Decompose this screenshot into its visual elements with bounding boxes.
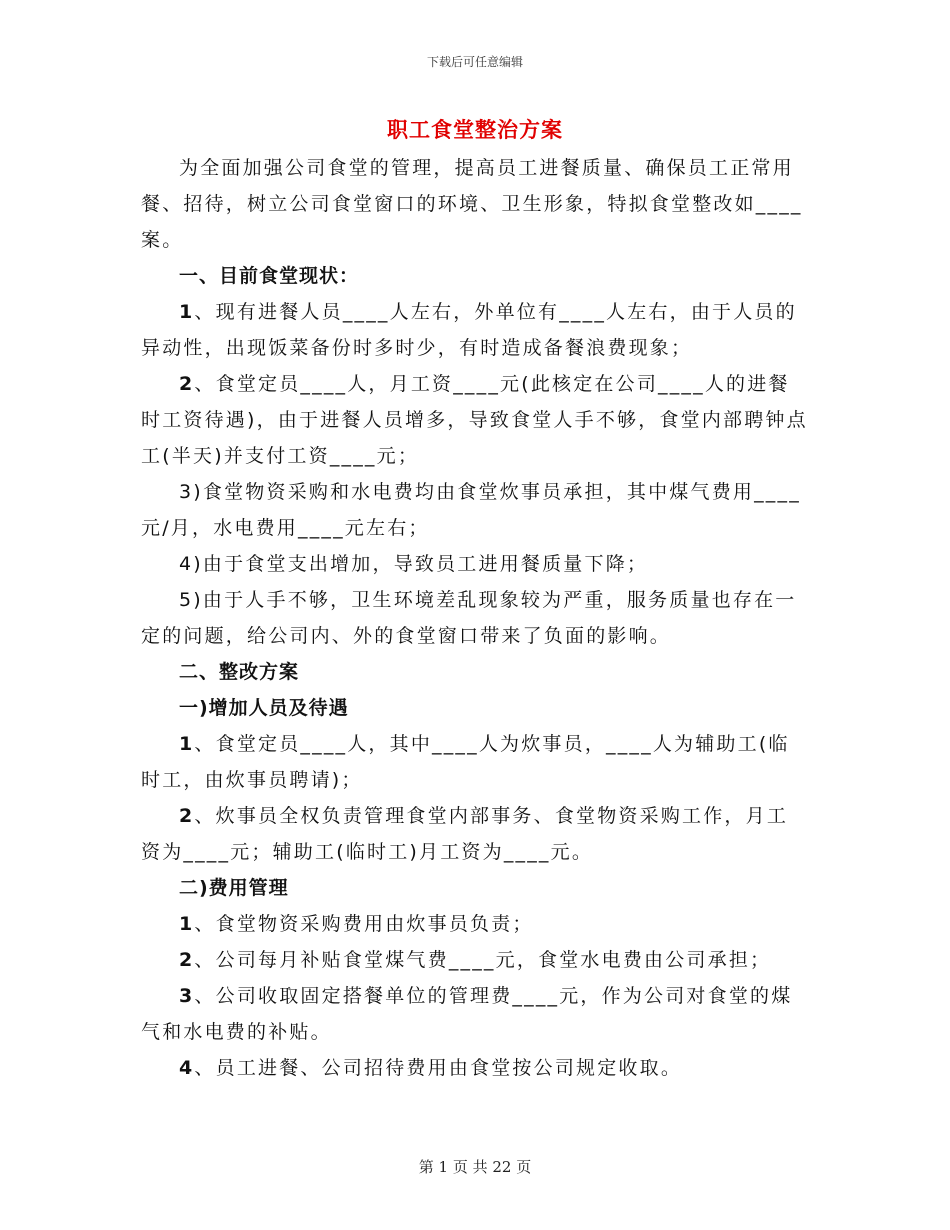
paragraph-text: 、食堂物资采购费用由炊事员负责； xyxy=(194,913,534,935)
paragraph-cost-1 xyxy=(141,906,809,942)
paragraph-cost-4 xyxy=(141,1050,809,1086)
paragraph-text: 、员工进餐、公司招待费用由食堂按公司规定收取。 xyxy=(194,1057,683,1079)
item-number: 2 xyxy=(179,373,195,395)
item-number: 2 xyxy=(179,949,195,971)
item-number: 2 xyxy=(179,805,195,827)
paragraph-status-5: 5)由于人手不够，卫生环境差乱现象较为严重，服务质量也存在一定的问题，给公司内、外的食堂窗口带来了负面的影响。 xyxy=(141,589,797,647)
paragraph-text: 、公司收取固定搭餐单位的管理费____元，作为公司对食堂的煤气和水电费的补贴。 xyxy=(141,985,793,1043)
paragraph-text: 、食堂定员____人，其中____人为炊事员，____人为辅助工(临时工，由炊事员聘请)； xyxy=(141,733,790,791)
item-number: 1 xyxy=(179,301,195,323)
section-heading-current-status: 一、目前食堂现状： xyxy=(179,265,360,287)
paragraph-status-2 xyxy=(141,366,809,474)
paragraph-status-4: 4)由于食堂支出增加，导致员工进用餐质量下降； xyxy=(179,553,649,575)
paragraph-text: 、炊事员全权负责管理食堂内部事务、食堂物资采购工作，月工资为____元；辅助工(临时工)月工资为____元。 xyxy=(141,805,789,863)
item-number: 4 xyxy=(179,1057,195,1079)
section-heading-rectification-plan: 二、整改方案 xyxy=(179,661,300,683)
subsection-heading-staff: 一)增加人员及待遇 xyxy=(179,697,349,719)
paragraph-text: 、食堂定员____人，月工资____元(此核定在公司____人的进餐时工资待遇)，由于进餐人员增多，导致食堂人手不够，食堂内部聘钟点工(半天)并支付工资____元； xyxy=(141,373,808,467)
item-number: 1 xyxy=(179,733,195,755)
paragraph-text: 、公司每月补贴食堂煤气费____元，食堂水电费由公司承担； xyxy=(194,949,772,971)
paragraph-staff-1 xyxy=(141,726,809,798)
paragraph-staff-2 xyxy=(141,798,809,870)
paragraph-status-3: 3)食堂物资采购和水电费均由食堂炊事员承担，其中煤气费用____元/月，水电费用____元左右； xyxy=(141,481,801,539)
item-number: 3 xyxy=(179,985,195,1007)
intro-paragraph: 为全面加强公司食堂的管理，提高员工进餐质量、确保员工正常用餐、招待，树立公司食堂窗口的环境、卫生形象，特拟食堂整改如____案。 xyxy=(141,157,803,251)
document-title: 职工食堂整治方案 xyxy=(387,118,563,142)
item-number: 1 xyxy=(179,913,195,935)
paragraph-cost-2 xyxy=(141,942,809,978)
header-note: 下载后可任意编辑 xyxy=(426,55,523,69)
paragraph-cost-3 xyxy=(141,978,809,1050)
page-footer: 第 1 页 共 22 页 xyxy=(418,1158,532,1176)
subsection-heading-costs: 二)费用管理 xyxy=(179,877,289,899)
paragraph-status-1 xyxy=(141,294,809,366)
paragraph-text: 、现有进餐人员____人左右，外单位有____人左右，由于人员的异动性，出现饭菜备份时多时少，有时造成备餐浪费现象； xyxy=(141,301,797,359)
document-body xyxy=(141,150,809,1086)
